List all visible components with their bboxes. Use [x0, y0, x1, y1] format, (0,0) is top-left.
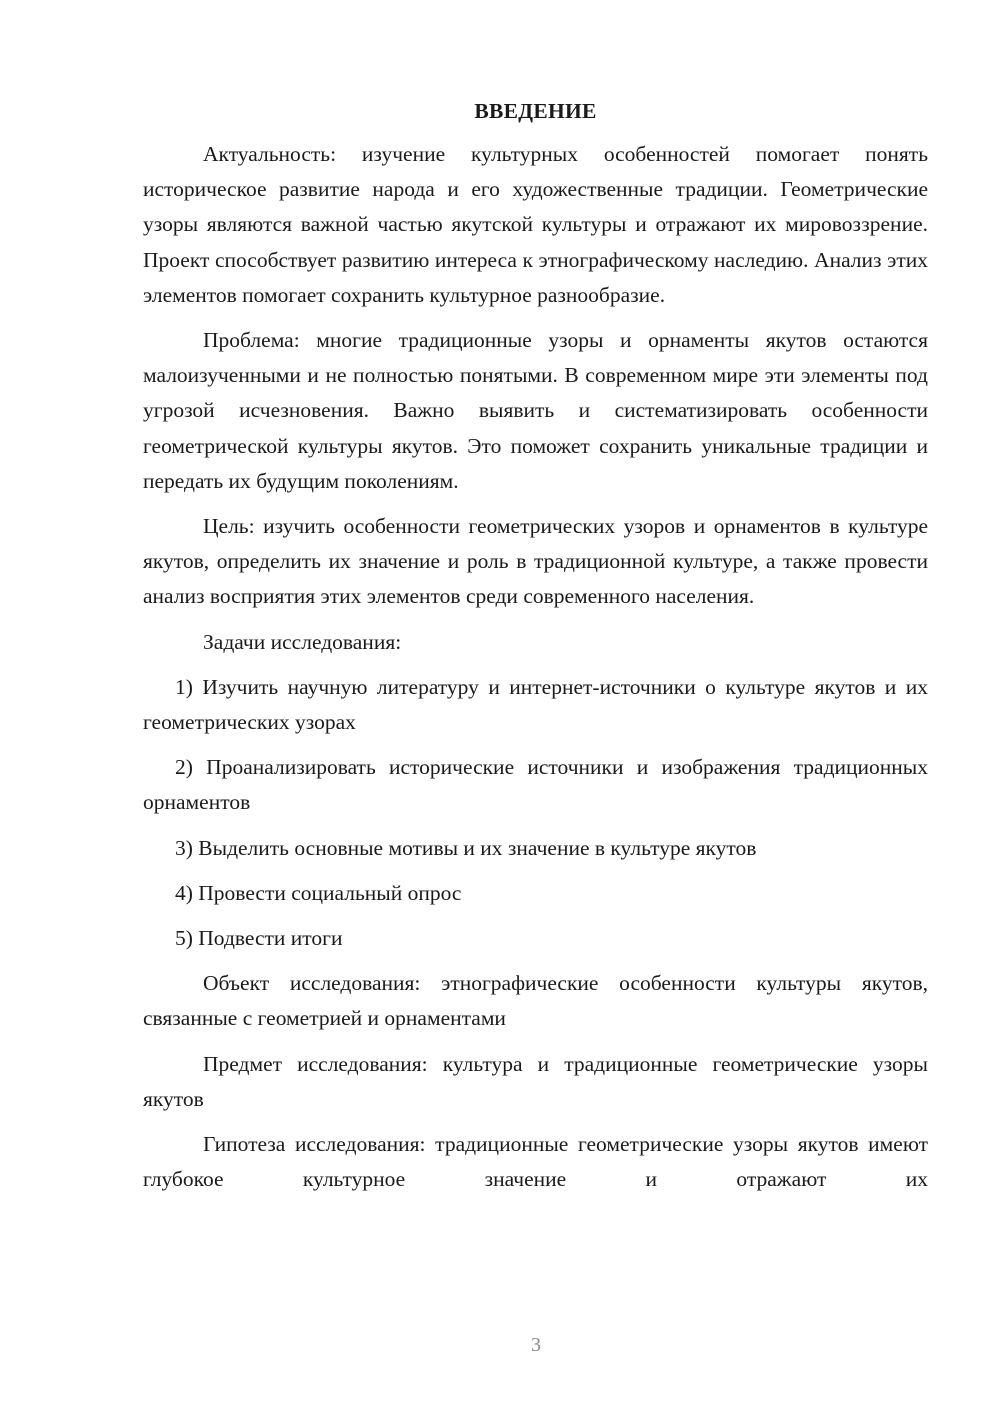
section-title: ВВЕДЕНИЕ: [474, 99, 597, 123]
paragraph-object: Объект исследования: этнографические особенности культуры якутов, связанные с геометрией и орнаментами: [143, 971, 928, 1031]
paragraph-goal: Цель: изучить особенности геометрических узоров и орнаментов в культуре якутов, определить их значение и роль в традиционной культуре, а также провести анализ восприятия этих элементов среди современного населения.: [143, 514, 928, 609]
paragraph-subject: Предмет исследования: культура и традиционные геометрические узоры якутов: [143, 1051, 928, 1111]
tasks-heading: Задачи исследования:: [203, 629, 402, 654]
page-number-value: 3: [531, 1334, 541, 1356]
paragraph-problem: Проблема: многие традиционные узоры и орнаменты якутов остаются малоизученными и не полностью понятыми. В современном мире эти элементы под угрозой исчезновения. Важно выявить и систематизировать особенности геометрической культуры якутов. Это поможет сохранить уникальные традиции и передать их будущим поколениям.: [143, 328, 928, 493]
document-body: [143, 96, 928, 1207]
task-item: 1) Изучить научную литературу и интернет-источники о культуре якутов и их геометрических узорах: [143, 674, 928, 735]
task-item: 5) Подвести итоги: [175, 926, 343, 951]
task-item: 2) Проанализировать исторические источники и изображения традиционных орнаментов: [143, 755, 928, 815]
page-number: [0, 1333, 1000, 1357]
paragraph-relevance: Актуальность: изучение культурных особенностей помогает понять историческое развитие народа и его художественные традиции. Геометрические узоры являются важной частью якутской культуры и отражают их мировоззрение. Проект способствует развитию интереса к этнографическому наследию. Анализ этих элементов помогает сохранить культурное разнообразие.: [143, 142, 928, 307]
task-item: 3) Выделить основные мотивы и их значение в культуре якутов: [175, 835, 757, 860]
task-item: 4) Провести социальный опрос: [175, 880, 462, 905]
paragraph-hypothesis: Гипотеза исследования: традиционные геометрические узоры якутов имеют глубокое культурное значение и отражают их: [143, 1132, 928, 1192]
